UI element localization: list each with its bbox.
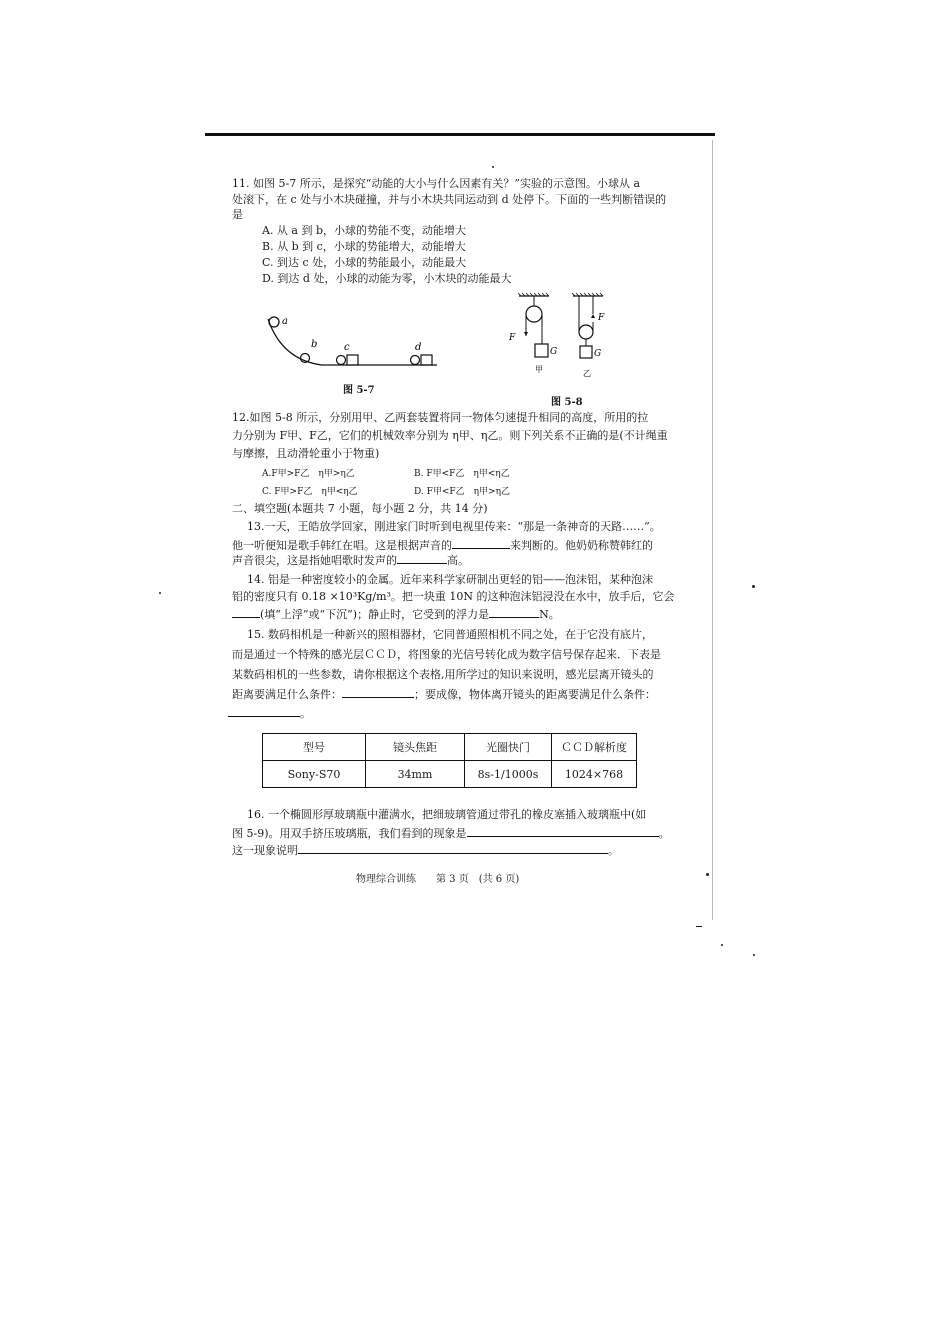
label-a: a [282,316,288,327]
q16-blank-2[interactable] [298,842,608,854]
table-header-row [263,734,637,761]
q16-blank-1[interactable] [467,825,659,837]
ball-at-d [411,356,420,365]
page-top-rule [205,133,715,136]
table-cell-focal-length: 34mm [366,761,465,788]
q15-line-4: 距离要满足什么条件： ；要成像，物体离开镜头的距离要满足什么条件： [232,688,656,701]
table-cell-model: Sony-S70 [263,761,366,788]
q12-option-b: B. F甲<F乙 η甲<η乙 [414,469,510,479]
table-row [263,761,637,788]
q12-option-a: A.F甲>F乙 η甲>η乙 [262,469,355,479]
q16-line-3: 这一现象说明 。 [232,844,619,857]
q11-option-a: A. 从 a 到 b，小球的势能不变，动能增大 [262,224,467,237]
label-b: b [311,339,318,350]
q15-blank-2[interactable] [228,705,300,717]
q11-option-b: B. 从 b 到 c，小球的势能增大，动能增大 [262,240,466,253]
ramp-track [268,319,437,365]
q12-line-2: 力分别为 F甲、F乙，它们的机械效率分别为 η甲、η乙。则下列关系不正确的是(不计绳重 [232,429,668,442]
block-at-d [421,355,432,365]
q11-option-d: D. 到达 d 处，小球的动能为零，小木块的动能最大 [262,272,512,285]
q14-line-1: 14. 铝是一种密度较小的金属。近年来科学家研制出更轻的铝——泡沫铝，某种泡沫 [247,573,653,586]
left-weight-label: G [550,347,558,357]
q14-line-2: 铝的密度只有 0.18 ×10³Kg/m³。把一块重 10N 的这种泡沫铝浸没在水中，放手后，它会 [232,590,675,603]
scan-speck [706,873,709,876]
q13-line-3: 声音很尖，这是指她唱歌时发声的 高。 [232,554,469,567]
q12-line-1: 12.如图 5-8 所示，分别用甲、乙两套装置将同一物体匀速提升相同的高度，所用的拉 [232,411,649,424]
q15-line-5: 。 [228,705,311,721]
page-footer: 物理综合训练 第 3 页 (共 6 页) [356,874,520,885]
table-header-cell: 光圈快门 [465,734,552,761]
right-device-label: 乙 [583,369,591,378]
left-force-arrow [524,332,528,336]
block-at-c [347,355,358,365]
q16-line-2: 图 5-9)。用双手挤压玻璃瓶，我们看到的现象是 。 [232,827,670,840]
right-movable-pulley [579,325,593,339]
ball-at-c [337,356,346,365]
scan-speck [753,954,755,956]
right-force-label: F [598,313,605,323]
section-2-heading: 二、填空题(本题共 7 小题，每小题 2 分，共 14 分) [232,502,488,515]
table-header-cell: 镜头焦距 [366,734,465,761]
left-fixed-pulley [526,306,542,322]
q11-line-1: 11. 如图 5-7 所示，是探究“动能的大小与什么因素有关？”实验的示意图。小球从 a [232,177,640,190]
q12-line-3: 与摩擦，且动滑轮重小于物重) [232,447,380,460]
q13-line-1: 13.一天，王皓放学回家，刚进家门时听到电视里传来：“那是一条神奇的天路……”。 [247,520,661,533]
table-header-cell: ＣＣＤ解析度 [552,734,637,761]
label-d: d [415,342,422,353]
table-cell-resolution: 1024×768 [552,761,637,788]
q14-blank-1[interactable] [232,606,260,618]
figure-5-8-caption: 图 5-8 [551,397,583,408]
scan-speck [492,166,494,168]
q11-line-2: 处滚下，在 c 处与小木块碰撞，并与小木块共同运动到 d 处停下。下面的一些判断错误的 [232,193,667,206]
figure-5-7-caption: 图 5-7 [343,385,375,396]
table-header-cell: 型号 [263,734,366,761]
q14-line-3: (填“上浮”或“下沉”)；静止时，它受到的浮力是 N。 [232,606,560,622]
q14-blank-2[interactable] [489,606,539,618]
ball-at-a [269,317,279,327]
left-device-label: 甲 [535,365,543,374]
scan-speck [159,592,161,594]
left-weight-block [535,344,548,357]
q16-line-1: 16. 一个椭圆形厚玻璃瓶中灌满水，把细玻璃管通过带孔的橡皮塞插入玻璃瓶中(如 [247,808,647,821]
figure-5-8-pulley-diagram [505,292,625,382]
left-force-label: F [509,333,516,343]
figure-5-7-ramp-diagram [262,305,442,375]
q15-blank-1[interactable] [342,686,414,698]
scan-speck [752,585,755,588]
page-right-edge [712,140,713,920]
q11-option-c: C. 到达 c 处，小球的势能最小，动能最大 [262,256,467,269]
right-weight-label: G [594,349,602,359]
q15-line-1: 15. 数码相机是一种新兴的照相器材，它同普通照相机不同之处，在于它没有底片， [247,628,653,641]
q15-line-2: 而是通过一个特殊的感光层ＣＣＤ，将图象的光信号转化成为数字信号保存起来．下表是 [232,648,661,661]
q13-blank-2[interactable] [397,552,447,564]
q13-blank-1[interactable] [452,537,510,549]
right-force-arrow [591,314,595,318]
q11-line-3: 是 [232,208,243,221]
q12-option-c: C. F甲>F乙 η甲<η乙 [262,487,358,497]
q15-line-3: 某数码相机的一些参数，请你根据这个表格,用所学过的知识来说明，感光层离开镜头的 [232,668,654,681]
q13-line-2: 他一听便知是歌手韩红在唱。这是根据声音的 来判断的。他奶奶称赞韩红的 [232,539,653,552]
scan-speck [721,944,723,946]
scan-speck [696,926,702,927]
right-weight-block [580,346,592,358]
q12-option-d: D. F甲<F乙 η甲>η乙 [414,487,510,497]
label-c: c [344,342,350,353]
table-cell-shutter: 8s-1/1000s [465,761,552,788]
camera-parameter-table [262,733,637,788]
